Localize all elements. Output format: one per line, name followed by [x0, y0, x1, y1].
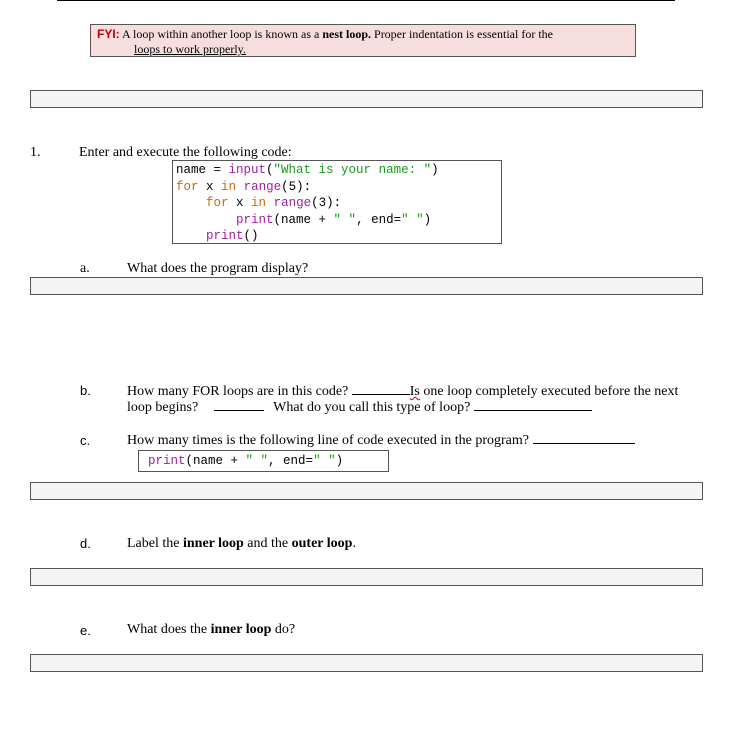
fyi-label: FYI: [97, 27, 120, 41]
part-d-question: Label the inner loop and the outer loop. [127, 536, 356, 551]
question-intro: Enter and execute the following code: [79, 145, 292, 160]
part-b-line1: How many FOR loops are in this code? Is one loop completely executed before the next [127, 384, 679, 399]
part-b-label: b. [80, 383, 91, 398]
answer-box-1[interactable] [30, 90, 703, 108]
part-a-label: a. [80, 261, 90, 276]
part-e-label: e. [80, 623, 91, 638]
answer-blank-b1[interactable] [352, 383, 410, 395]
part-d-label: d. [80, 536, 91, 551]
question-number: 1. [30, 145, 41, 160]
answer-box-e[interactable] [30, 654, 703, 672]
code-block: name = input("What is your name: ") for x in range(5): for x in range(3): print(name + " ", end=" ") print() [172, 160, 502, 244]
answer-box-d[interactable] [30, 568, 703, 586]
part-c-question: How many times is the following line of code executed in the program? [127, 432, 635, 449]
fyi-note: FYI: A loop within another loop is known as a nest loop. Proper indentation is essential for the loops to work properly. [90, 24, 636, 57]
answer-box-a[interactable] [30, 277, 703, 295]
part-e-question: What does the inner loop do? [127, 622, 296, 637]
code-snippet: print(name + " ", end=" ") [138, 450, 389, 472]
answer-box-c[interactable] [30, 482, 703, 500]
part-a-question: What does the program display? [127, 261, 309, 276]
part-c-label: c. [80, 433, 91, 448]
answer-blank-b2[interactable] [214, 399, 264, 411]
answer-blank-b3[interactable] [474, 399, 592, 411]
top-rule [57, 0, 675, 1]
part-b-line2: loop begins? What do you call this type of loop? [127, 399, 592, 416]
answer-blank-c[interactable] [533, 432, 635, 444]
